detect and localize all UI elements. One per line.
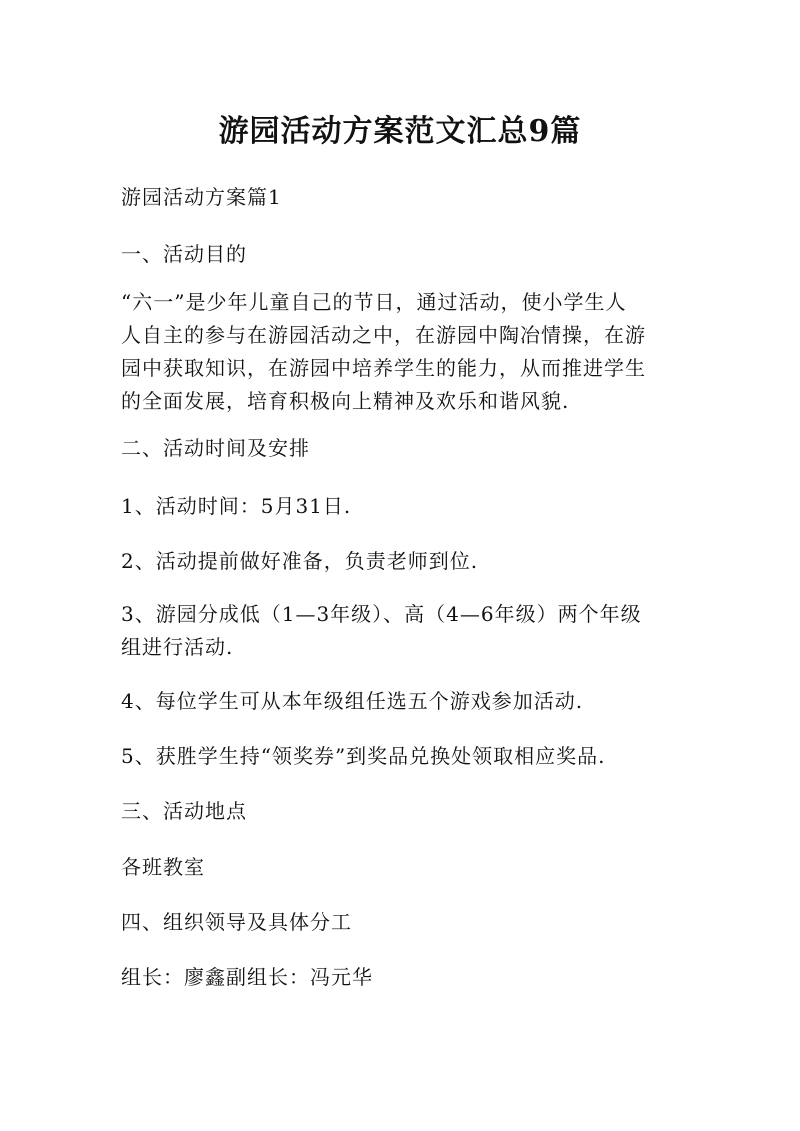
paragraph-line: 的全面发展，培育积极向上精神及欢乐和谐风貌. xyxy=(121,389,570,413)
document-subtitle: 游园活动方案篇1 xyxy=(121,185,282,209)
paragraph-line: “六一”是少年儿童自己的节日，通过活动，使小学生人 xyxy=(121,290,627,314)
list-item-2: 2、活动提前做好准备，负责老师到位. xyxy=(121,549,479,573)
list-item-5: 5、获胜学生持“领奖券”到奖品兑换处领取相应奖品. xyxy=(121,744,606,768)
section-heading-location: 三、活动地点 xyxy=(121,799,247,823)
location-text: 各班教室 xyxy=(121,855,205,879)
organization-text: 组长：廖鑫副组长：冯元华 xyxy=(121,965,373,989)
document-title: 游园活动方案范文汇总9篇 xyxy=(218,114,582,149)
section-heading-schedule: 二、活动时间及安排 xyxy=(121,436,310,460)
section-heading-organization: 四、组织领导及具体分工 xyxy=(121,910,352,934)
list-item-3 xyxy=(121,598,681,664)
paragraph-line: 人自主的参与在游园活动之中，在游园中陶冶情操，在游 xyxy=(121,323,646,347)
paragraph-line: 园中获取知识，在游园中培养学生的能力，从而推进学生 xyxy=(121,356,646,380)
list-item-1: 1、活动时间：5月31日. xyxy=(121,494,352,518)
list-item-4: 4、每位学生可从本年级组任选五个游戏参加活动. xyxy=(121,689,584,713)
paragraph-line: 组进行活动. xyxy=(121,635,234,659)
paragraph-purpose xyxy=(121,286,681,418)
paragraph-line: 3、游园分成低（1—3年级）、高（4—6年级）两个年级 xyxy=(121,602,642,626)
section-heading-purpose: 一、活动目的 xyxy=(121,242,247,266)
